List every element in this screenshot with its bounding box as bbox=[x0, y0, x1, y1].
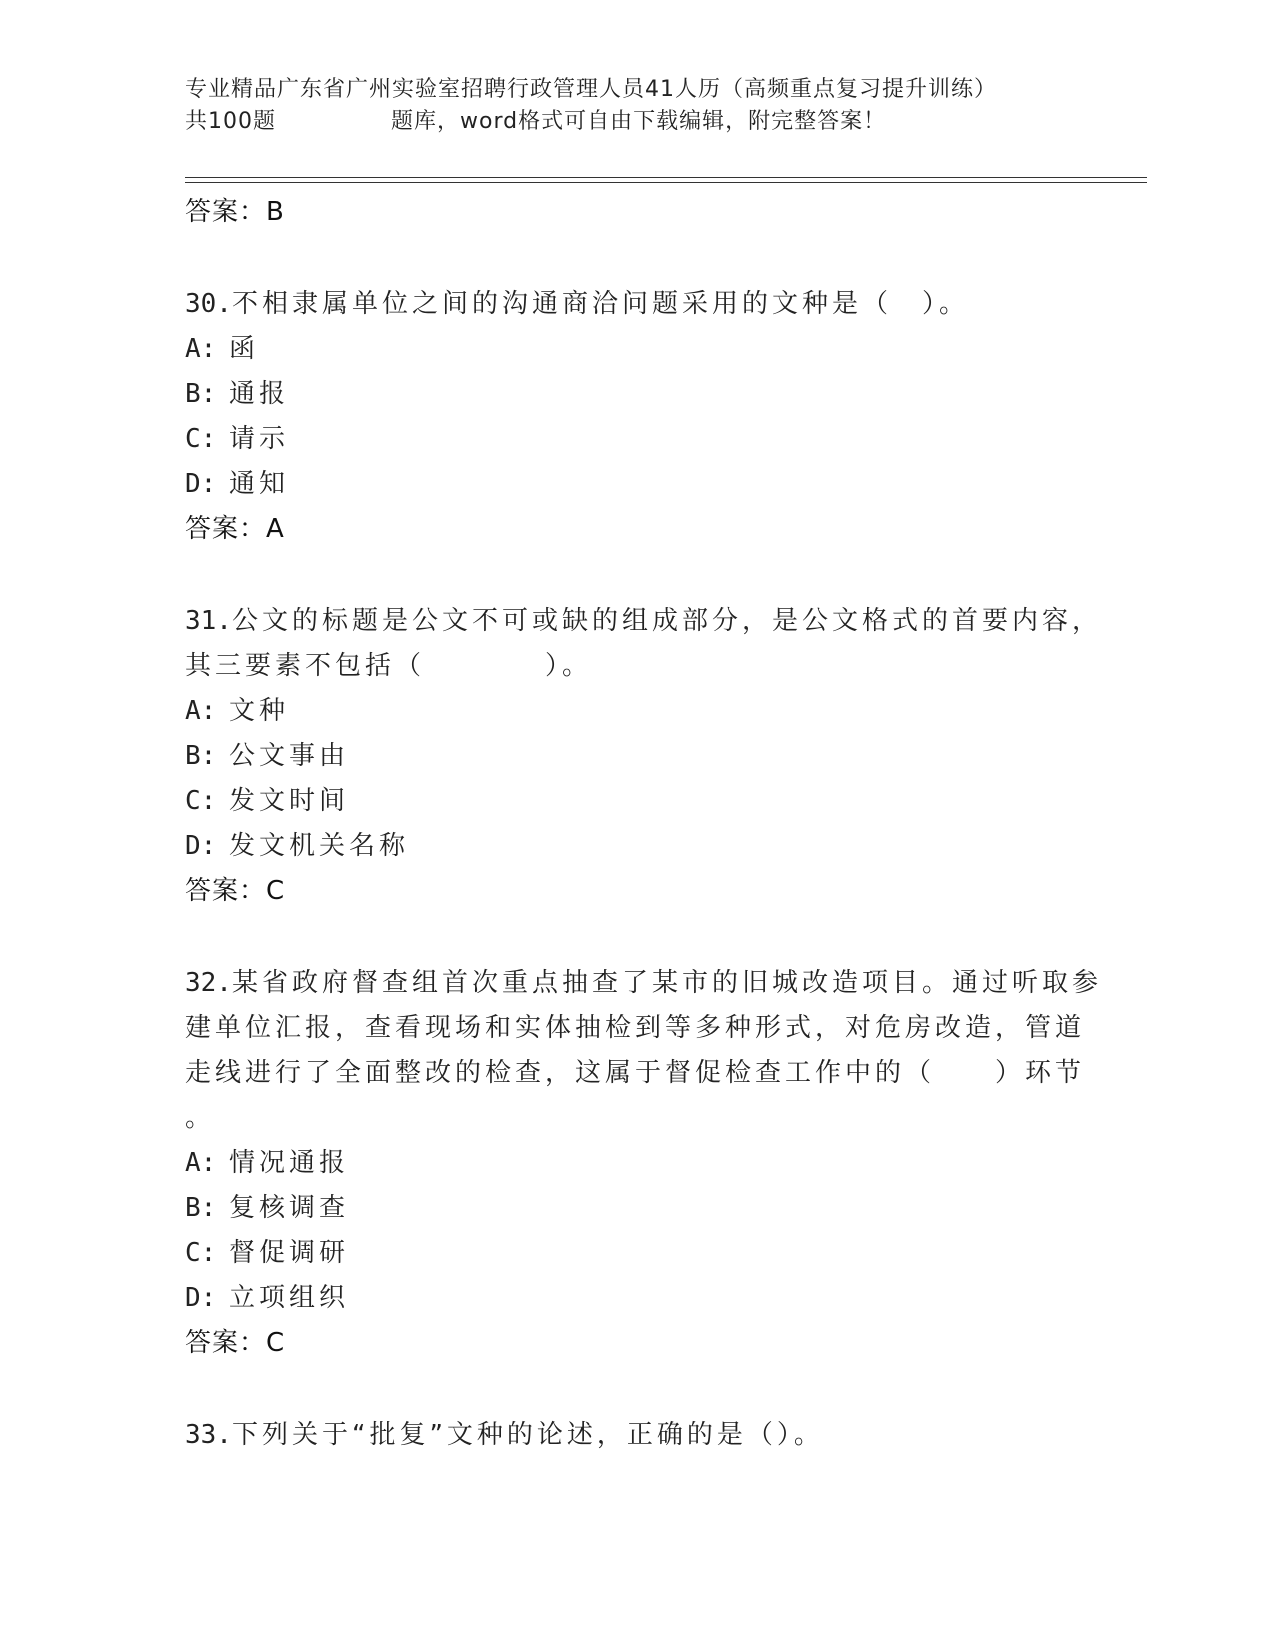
option-a bbox=[185, 327, 1085, 372]
header-divider-bottom bbox=[185, 182, 1147, 183]
option-letter: A: bbox=[185, 1148, 217, 1178]
option-a bbox=[185, 1141, 1085, 1186]
header-question-count: 共100题 bbox=[185, 109, 276, 134]
question-spacer bbox=[185, 551, 1085, 599]
option-text: 督促调研 bbox=[229, 1238, 350, 1268]
question-line bbox=[185, 1051, 1085, 1096]
question-line bbox=[185, 1413, 1085, 1458]
question-line-text: 建单位汇报，查看现场和实体抽检到等多种形式，对危房改造，管道 bbox=[185, 1013, 1086, 1043]
question-line-text: 公文的标题是公文不可或缺的组成部分，是公文格式的首要内容， bbox=[231, 606, 1102, 636]
option-letter: C: bbox=[185, 424, 217, 454]
option-letter: C: bbox=[185, 786, 217, 816]
question-line bbox=[185, 644, 1085, 689]
option-letter: B: bbox=[185, 379, 217, 409]
option-c bbox=[185, 1231, 1085, 1276]
question-number: 33. bbox=[185, 1420, 232, 1450]
question-line bbox=[185, 1096, 1085, 1141]
question-block bbox=[185, 599, 1102, 913]
question-number: 32. bbox=[185, 968, 232, 998]
header-divider-top bbox=[185, 177, 1147, 178]
option-letter: B: bbox=[185, 1193, 217, 1223]
question-line bbox=[185, 961, 1102, 1006]
answer-line: 答案：C bbox=[185, 1328, 286, 1358]
option-text: 立项组织 bbox=[229, 1283, 350, 1313]
option-b bbox=[185, 1186, 1085, 1231]
option-d bbox=[185, 824, 1085, 869]
question-block bbox=[185, 282, 1085, 551]
option-b bbox=[185, 372, 1085, 417]
option-letter: D: bbox=[185, 1283, 217, 1313]
question-text bbox=[185, 961, 1102, 1141]
option-c bbox=[185, 779, 1085, 824]
question-text bbox=[185, 599, 1102, 689]
document-header bbox=[185, 74, 1065, 138]
option-text: 复核调查 bbox=[229, 1193, 350, 1223]
question-spacer bbox=[185, 234, 1085, 282]
header-title-line1: 专业精品广东省广州实验室招聘行政管理人员41人历（高频重点复习提升训练） bbox=[185, 77, 997, 102]
option-letter: A: bbox=[185, 334, 217, 364]
option-d bbox=[185, 1276, 1085, 1321]
question-line bbox=[185, 282, 1085, 327]
answer-line: 答案：A bbox=[185, 514, 285, 544]
question-number: 31. bbox=[185, 606, 232, 636]
question-line-text: 。 bbox=[185, 1103, 216, 1133]
answer-line: 答案：C bbox=[185, 876, 286, 906]
header-description: 题库，word格式可自由下载编辑，附完整答案！ bbox=[391, 109, 887, 134]
question-spacer bbox=[185, 1365, 1085, 1413]
option-text: 通知 bbox=[229, 469, 290, 499]
option-letter: D: bbox=[185, 831, 217, 861]
option-b bbox=[185, 734, 1085, 779]
question-spacer bbox=[185, 913, 1085, 961]
question-line-text: 不相隶属单位之间的沟通商洽问题采用的文种是（ ）。 bbox=[231, 289, 969, 319]
question-line-text: 某省政府督查组首次重点抽查了某市的旧城改造项目。通过听取参 bbox=[231, 968, 1102, 998]
option-c bbox=[185, 417, 1085, 462]
question-block bbox=[185, 1413, 1085, 1458]
option-letter: D: bbox=[185, 469, 217, 499]
option-text: 函 bbox=[229, 334, 260, 364]
option-letter: B: bbox=[185, 741, 217, 771]
question-line bbox=[185, 1006, 1085, 1051]
option-a bbox=[185, 689, 1085, 734]
question-text bbox=[185, 1413, 1085, 1458]
option-text: 通报 bbox=[229, 379, 290, 409]
option-text: 发文时间 bbox=[229, 786, 350, 816]
option-text: 文种 bbox=[229, 696, 290, 726]
option-text: 发文机关名称 bbox=[229, 831, 410, 861]
question-line bbox=[185, 599, 1102, 644]
question-text bbox=[185, 282, 1085, 327]
question-line-text: 下列关于“批复”文种的论述，正确的是（）。 bbox=[231, 1420, 824, 1450]
question-list bbox=[185, 190, 1102, 1458]
question-number: 30. bbox=[185, 289, 232, 319]
option-letter: C: bbox=[185, 1238, 217, 1268]
option-letter: A: bbox=[185, 696, 217, 726]
header-title-line2 bbox=[185, 106, 1065, 138]
option-text: 情况通报 bbox=[229, 1148, 350, 1178]
question-line-text: 走线进行了全面整改的检查，这属于督促检查工作中的（ ）环节 bbox=[185, 1058, 1086, 1088]
previous-answer: 答案：B bbox=[185, 197, 285, 227]
option-text: 请示 bbox=[229, 424, 290, 454]
option-d bbox=[185, 462, 1085, 507]
option-text: 公文事由 bbox=[229, 741, 350, 771]
question-line-text: 其三要素不包括（ ）。 bbox=[185, 651, 593, 681]
question-block bbox=[185, 961, 1102, 1365]
